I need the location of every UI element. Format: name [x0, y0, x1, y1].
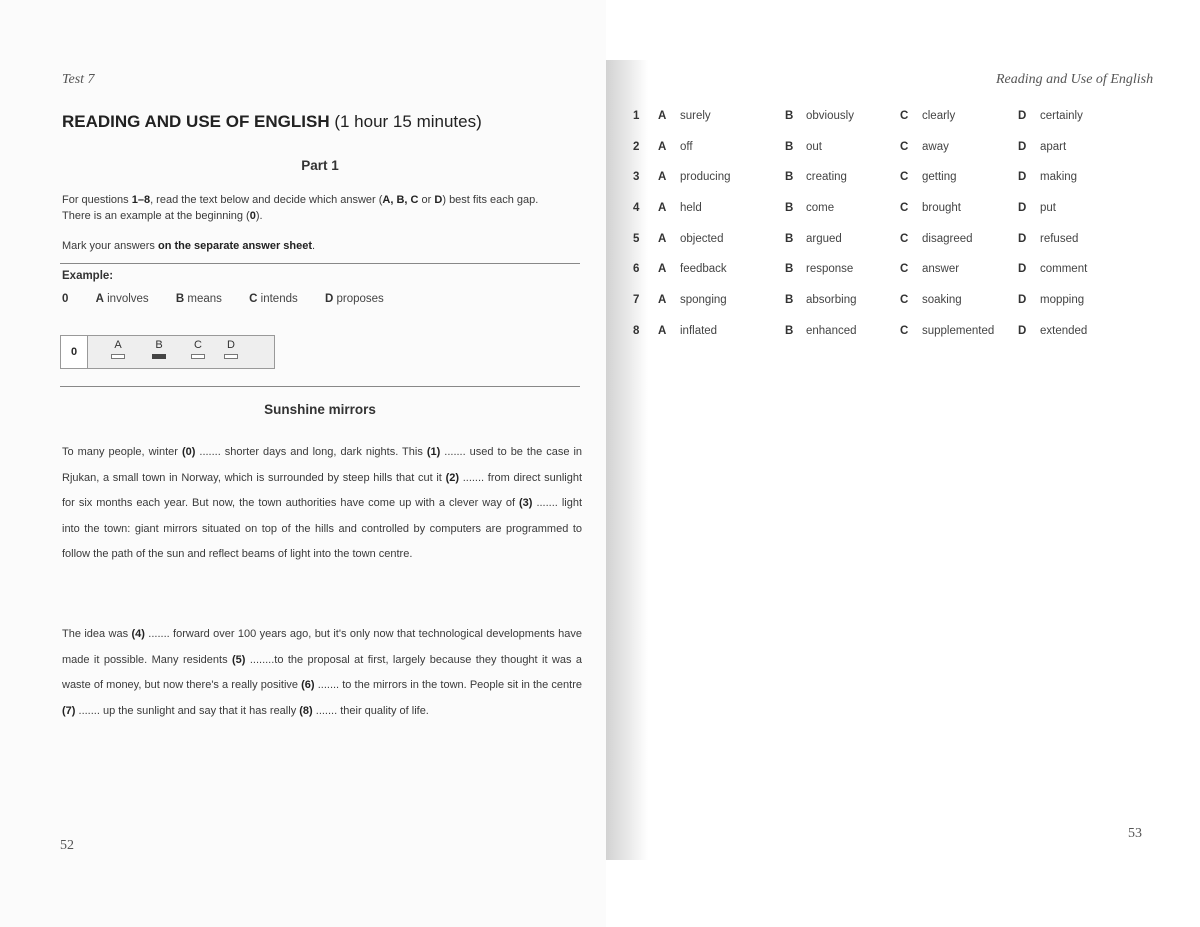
- answer-option-c: C: [186, 339, 210, 359]
- page-number-right: 53: [1128, 826, 1142, 841]
- divider-top: [60, 263, 580, 264]
- running-head-right: Reading and Use of English: [996, 72, 1154, 87]
- divider-bottom: [60, 386, 580, 387]
- question-row: 3 A producing B creating C getting D making: [633, 171, 1078, 184]
- answer-bubble-b-filled: [152, 354, 166, 359]
- paragraph-1: To many people, winter (0) ....... shorter days and long, dark nights. This (1) ....... used to be the case in Rjukan, a small town in Norway, which is surrounded by steep hills that cut it (2) ....... from direct sunlight for six months each year. But now, the town authorities have come up with a clever way of (3) ....... light into the town: giant mirrors situated on top of the hills and controlled by computers are programmed to follow the path of the sun and reflect beams of light into the town centre.: [62, 446, 583, 560]
- example-label: Example:: [62, 270, 114, 282]
- question-row: 8 A inflated B enhanced C supplemented D extended: [633, 324, 1088, 337]
- instructions: For questions 1–8, read the text below and decide which answer (A, B, C or D) best fits each gap. There is an example at the beginning (0).: [62, 194, 539, 222]
- question-row: 1 A surely B obviously C clearly D certainly: [633, 110, 1083, 122]
- answer-option-d: D: [219, 339, 243, 359]
- page-number-left: 52: [60, 838, 74, 853]
- options-table: [632, 110, 1152, 356]
- page-title: READING AND USE OF ENGLISH (1 hour 15 minutes): [62, 112, 482, 131]
- part-heading: Part 1: [301, 158, 339, 173]
- answer-bubble-c: [191, 354, 205, 359]
- question-row: 6 A feedback B response C answer D comment: [633, 263, 1088, 276]
- paragraph-2: The idea was (4) ....... forward over 100 years ago, but it's only now that technological developments have made it possible. Many residents (5) ........to the proposal at first, largely because they thought it was a waste of money, but now there's a really positive (6) ....... to the mirrors in the town. People sit in the centre (7) ....... up the sunlight and say that it has really (8) ....... their quality of life.: [62, 628, 582, 717]
- answer-box-number: 0: [61, 336, 88, 368]
- answer-bubble-a: [111, 354, 125, 359]
- mark-instruction: Mark your answers on the separate answer sheet.: [62, 240, 316, 252]
- answer-option-a: A: [106, 339, 130, 359]
- example-option-c: C intends: [249, 293, 298, 305]
- example-option-b: B means: [175, 293, 222, 305]
- running-head-left: Test 7: [62, 72, 95, 87]
- question-row: 5 A objected B argued C disagreed D refused: [633, 232, 1079, 245]
- question-row: 4 A held B come C brought D put: [633, 202, 1056, 215]
- example-option-a: A involves: [95, 293, 149, 305]
- answer-bubble-d: [224, 354, 238, 359]
- example-answer-box: [60, 335, 275, 369]
- answer-option-b: B: [147, 339, 171, 359]
- question-row: 2 A off B out C away D apart: [633, 140, 1067, 153]
- text-title: Sunshine mirrors: [264, 402, 376, 417]
- example-option-d: D proposes: [324, 293, 384, 305]
- example-options: 0 A involves B means C intends D proposes: [62, 293, 384, 305]
- question-row: 7 A sponging B absorbing C soaking D mopping: [633, 294, 1085, 307]
